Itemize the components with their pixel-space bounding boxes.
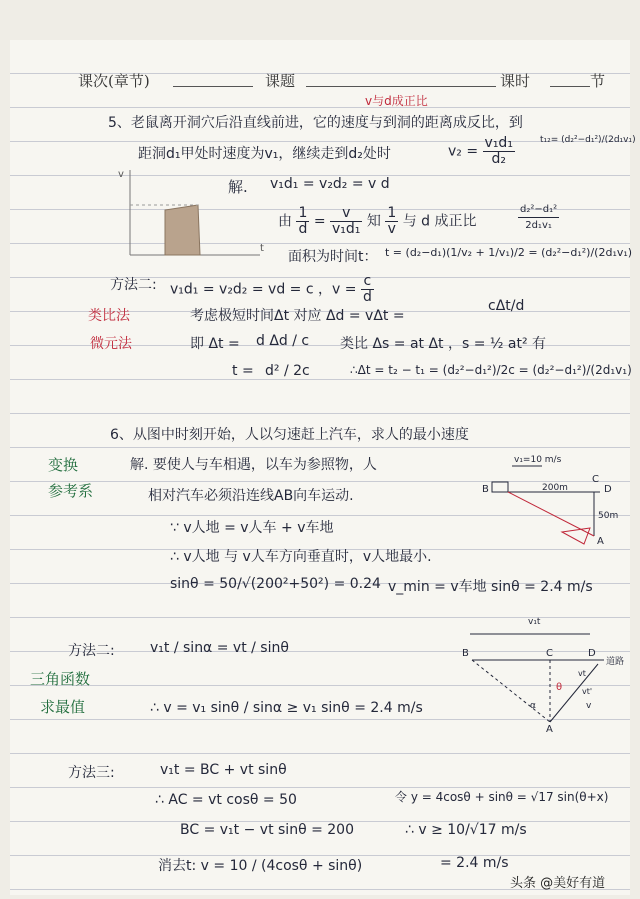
p5-area-eq: t = (d₂−d₁)(1/v₂ + 1/v₁)/2 = (d₂²−d₁²)/(2d₁v₁) — [385, 246, 633, 259]
p6-sin-eq: sinθ = 50/√(200²+50²) = 0.24 — [170, 576, 381, 592]
p5-method2-label: 方法二: — [110, 277, 157, 293]
p6-m3-l4: 消去t: v = 10 / (4cosθ + sinθ) — [158, 858, 363, 874]
p5-frac-c-d: $\frac{c}{d}$ — [362, 273, 372, 305]
p6-m3-res1: ∴ v ≥ 10/√17 m/s — [405, 822, 527, 838]
tri-v-label: v — [586, 701, 592, 711]
tri-vt-label: vt — [578, 669, 586, 678]
watermark: 头条 @美好有道 — [510, 876, 606, 891]
p6-eq2: ∴ v人地 与 v人车方向垂直时，v人地最小. — [170, 549, 432, 565]
tri-theta-label: θ — [556, 682, 563, 693]
triangle-diagram — [458, 612, 628, 732]
header-hours-label: 课时 — [500, 72, 531, 90]
p5-by-pre: 由 — [278, 213, 292, 230]
p5-method2-text: v₁d₁ = v₂d₂ = vd = c ，v = — [170, 281, 357, 298]
header-topic-blank — [306, 86, 496, 87]
p5-v2-lhs: v₂ = — [448, 143, 479, 160]
p6-m3-res2: = 2.4 m/s — [440, 855, 509, 871]
p5-dt-frac: d Δd / c — [256, 333, 310, 349]
p6-method3-label: 方法三: — [68, 765, 115, 781]
p6-m3-l1: v₁t = BC + vt sinθ — [160, 762, 287, 778]
p5-v2-num: v₁d₁ — [484, 135, 513, 151]
p6-green-1: 变换 — [48, 456, 79, 474]
p6-m3-l2: ∴ AC = vt cosθ = 50 — [155, 792, 297, 808]
tri-BA-line — [472, 660, 550, 722]
p6-sol2: 相对汽车必须沿连线AB向车运动. — [148, 488, 354, 504]
p5-t-frac: d² / 2c — [265, 363, 310, 379]
p5-ji: 即 Δt = — [190, 336, 240, 352]
tri-A-label: A — [546, 724, 553, 732]
p5-analogy-label: 类比法 — [88, 308, 130, 324]
tri-alpha-label: α — [530, 701, 536, 711]
sketch-area — [165, 205, 200, 255]
p5-analog: 类比 Δs = at Δt ，s = ½ at² 有 — [340, 336, 547, 352]
p6-ling: 令 y = 4cosθ + sinθ = √17 sin(θ+x) — [395, 790, 609, 804]
p6-green-2: 参考系 — [48, 482, 94, 500]
car-vector-triangle — [562, 528, 590, 544]
p5-sol-eq: v₁d₁ = v₂d₂ = v d — [270, 176, 390, 192]
header-topic-label: 课题 — [265, 72, 296, 90]
sketch-t-label: t — [260, 243, 264, 254]
header-lesson-blank — [173, 86, 253, 87]
p6-method2-res: ∴ v = v₁ sinθ / sinα ≥ v₁ sinθ = 2.4 m/s — [150, 700, 423, 716]
car-box — [492, 482, 508, 492]
p6-vmin: v_min = v车地 sinθ = 2.4 m/s — [388, 579, 593, 595]
p5-sol-label: 解. — [228, 178, 248, 196]
p5-dt-eq: ∴Δt = t₂ − t₁ = (d₂²−d₁²)/2c = (d₂²−d₁²)/(2d₁v₁) — [350, 363, 632, 377]
p5-t-lhs: t = — [232, 363, 254, 379]
p5-consider: 考虑极短时间Δt 对应 Δd = vΔt = — [190, 308, 405, 324]
p5-v2-den: d₂ — [491, 151, 506, 167]
tri-B-label: B — [462, 648, 469, 659]
p5-line2: 距洞d₁甲处时速度为v₁，继续走到d₂处时 — [138, 146, 391, 162]
car-diagram — [472, 452, 622, 562]
sketch-v-label: v — [118, 169, 124, 180]
car-50m: 50m — [598, 511, 619, 521]
header-hours-blank — [550, 86, 590, 87]
tri-D-label: D — [588, 648, 596, 659]
car-C-label: C — [592, 474, 599, 485]
p5-consider-frac: cΔt/d — [488, 298, 525, 314]
p5-line1: 5、老鼠离开洞穴后沿直线前进，它的速度与到洞的距离成反比，到 — [108, 115, 523, 131]
car-B-label: B — [482, 484, 489, 495]
p6-method2-eq: v₁t / sinα = vt / sinθ — [150, 640, 289, 656]
tri-C-label: C — [546, 648, 553, 659]
car-A-label: A — [597, 536, 604, 547]
p5-frac-1-v: $\frac{1}{v}$ — [387, 205, 397, 237]
p5-by-mid: = — [313, 213, 326, 230]
p5-red-note: v与d成正比 — [365, 94, 428, 108]
p5-t-expr: t₁₂= (d₂²−d₁²)/(2d₁v₁) — [540, 135, 636, 145]
p5-v2-frac — [483, 136, 515, 167]
p6-line1: 6、从图中时刻开始，人以匀速赶上汽车，求人的最小速度 — [110, 427, 469, 443]
car-v1-label: v₁=10 m/s — [514, 455, 562, 465]
car-200m: 200m — [542, 483, 568, 493]
p6-green-3: 三角函数 — [30, 670, 91, 688]
p5-micro-label: 微元法 — [90, 336, 132, 352]
header-unit-label: 节 — [590, 72, 606, 90]
p5-v2 — [448, 136, 515, 167]
p6-green-4: 求最值 — [40, 698, 86, 716]
tri-top-label: v₁t — [528, 617, 541, 627]
p5-by-line — [278, 206, 477, 237]
p5-frac-1-d: $\frac{1}{d}$ — [298, 205, 308, 237]
car-D-label: D — [604, 484, 612, 495]
p5-method2-eq — [170, 274, 374, 305]
header-lesson-label: 课次(章节) — [78, 72, 150, 90]
p6-method2-label: 方法二: — [68, 643, 115, 659]
p6-m3-l3: BC = v₁t − vt sinθ = 200 — [180, 822, 354, 838]
notebook-page — [10, 40, 636, 895]
p6-eq1: ∵ v人地 = v人车 + v车地 — [170, 520, 334, 536]
p5-area-text: 面积为时间t： — [288, 249, 378, 265]
p5-by-result: 与 d 成正比 — [402, 213, 477, 230]
p5-by-post: 知 — [366, 213, 381, 230]
p5-side-frac: $\frac{\text{d₂²−d₁²}}{\text{2d₁v₁}}$ — [520, 204, 558, 231]
tri-road-label: 道路 — [606, 657, 625, 667]
tri-vprime-label: vt' — [582, 687, 593, 696]
p6-sol1: 解. 要使人与车相遇，以车为参照物，人 — [130, 457, 377, 473]
p5-frac-v-v1d1: $\frac{v}{\text{v₁d₁}}$ — [332, 205, 361, 237]
